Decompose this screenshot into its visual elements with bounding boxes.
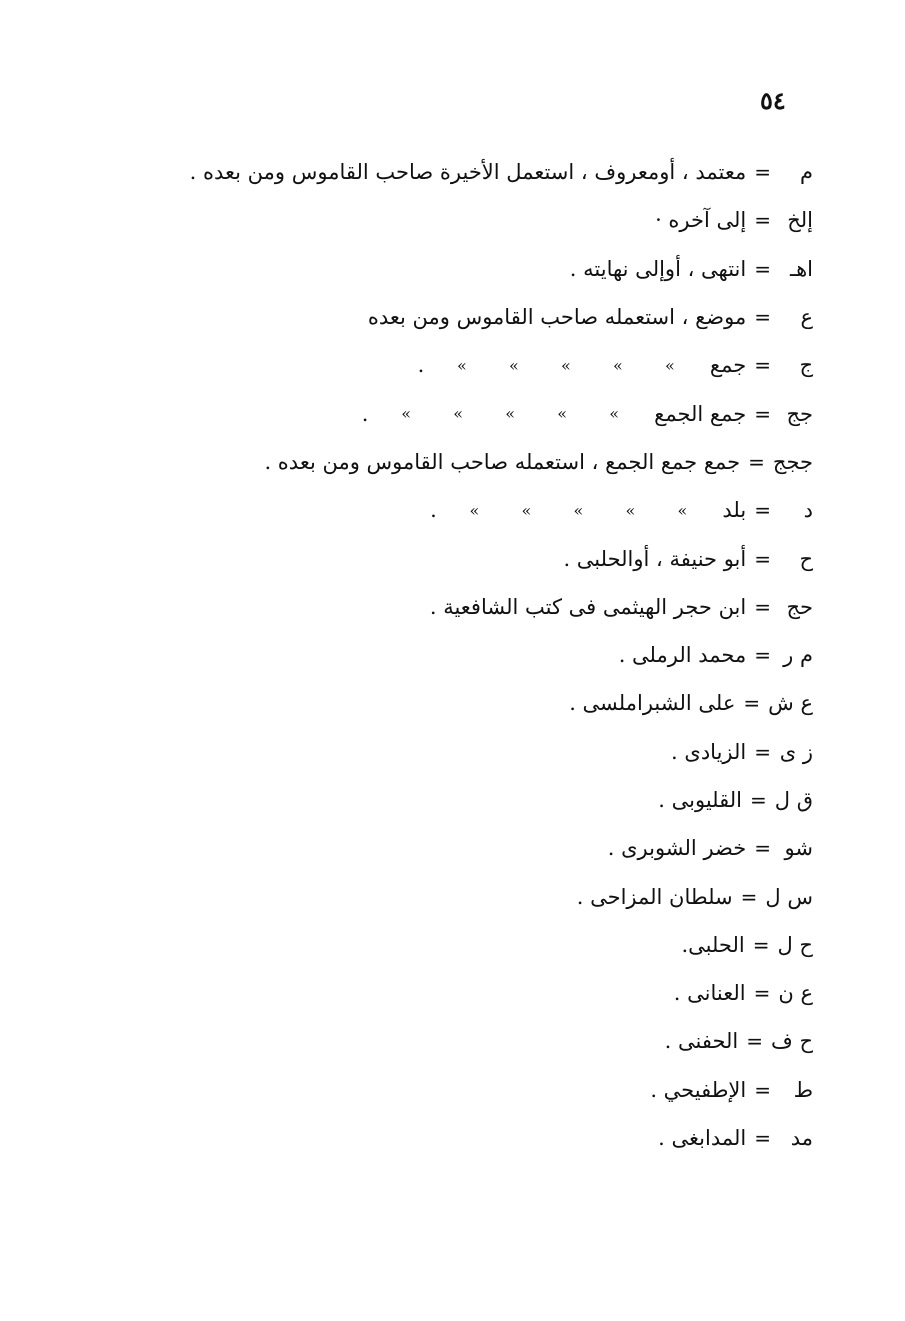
abbreviation-meaning: الحلبى.: [681, 932, 745, 957]
abbreviation-meaning: القليوبى .: [658, 788, 742, 812]
abbreviation-term: ج: [799, 353, 813, 378]
ditto-mark: »: [665, 355, 675, 375]
ditto-mark: »: [453, 404, 464, 424]
equals-sign: =: [743, 691, 761, 716]
abbreviation-term: ع ش: [768, 691, 813, 716]
abbreviation-entry: [173, 1066, 813, 1114]
abbreviation-meaning: المدابغى .: [658, 1126, 747, 1151]
abbreviation-meaning: على الشبراملسى .: [569, 691, 736, 716]
equals-sign: =: [752, 932, 770, 957]
abbreviation-term: ق ل: [774, 788, 813, 812]
abbreviation-entry: [173, 148, 813, 196]
ditto-mark: »: [509, 355, 519, 375]
abbreviation-entry: [173, 921, 813, 969]
abbreviation-term: د: [803, 498, 813, 523]
abbreviation-term: ح ل: [777, 932, 813, 957]
abbreviation-entry: [173, 583, 813, 631]
ditto-mark: »: [573, 500, 584, 520]
ditto-mark: »: [505, 404, 516, 424]
ditto-mark: »: [557, 404, 568, 424]
abbreviation-entry: [173, 872, 813, 920]
equals-sign: =: [754, 305, 771, 330]
ditto-mark: »: [677, 500, 688, 520]
ditto-mark: »: [609, 404, 620, 424]
abbreviation-meaning: الإطفيحي .: [650, 1077, 747, 1102]
equals-sign: =: [754, 353, 771, 378]
ditto-mark: »: [521, 500, 532, 520]
abbreviation-entry: [173, 389, 813, 437]
abbreviation-entry: [173, 486, 813, 534]
abbreviation-entry: [173, 534, 813, 582]
abbreviation-entry: [173, 776, 813, 824]
abbreviation-entry: [173, 728, 813, 776]
abbreviation-meaning: جمع الجمع: [654, 401, 747, 426]
abbreviation-meaning: ابن حجر الهيثمى فى كتب الشافعية .: [429, 594, 747, 619]
ditto-mark: »: [625, 500, 636, 520]
abbreviation-entry: [173, 438, 813, 486]
abbreviation-entry: [173, 341, 813, 389]
abbreviation-entry: [173, 1114, 813, 1162]
abbreviation-meaning: أبو حنيفة ، أوالحلبى .: [563, 546, 747, 571]
abbreviation-meaning: خضر الشوبرى .: [607, 836, 747, 861]
abbreviation-term: ط: [793, 1077, 813, 1102]
abbreviation-entry: [173, 245, 813, 293]
abbreviation-term: ز ى: [779, 739, 813, 764]
equals-sign: =: [754, 594, 771, 619]
abbreviation-term: ح: [799, 546, 813, 571]
ditto-marks: [406, 353, 710, 377]
equals-sign: =: [754, 401, 771, 426]
abbreviation-meaning: الزيادى .: [671, 739, 747, 764]
abbreviation-entry: [173, 969, 813, 1017]
equals-sign: =: [754, 1077, 771, 1102]
equals-sign: =: [748, 449, 765, 474]
abbreviation-meaning: جمع جمع الجمع ، استعمله صاحب القاموس ومن بعده .: [264, 449, 741, 474]
abbreviation-meaning: العنانى .: [673, 981, 746, 1006]
equals-sign: =: [750, 788, 767, 812]
abbreviation-meaning: إلى آخره ·: [655, 208, 747, 233]
abbreviation-term: حج: [786, 594, 813, 619]
equals-sign: =: [740, 884, 758, 909]
abbreviation-term: جج: [786, 401, 813, 426]
page-number: ٥٤: [760, 86, 786, 115]
equals-sign: =: [754, 160, 771, 185]
abbreviation-meaning: الحفنى .: [664, 1029, 739, 1054]
equals-sign: =: [746, 1029, 763, 1054]
abbreviation-entry: [173, 293, 813, 341]
ditto-marks: [350, 402, 654, 426]
abbreviation-meaning: معتمد ، أومعروف ، استعمل الأخيرة صاحب القاموس ومن بعده .: [189, 160, 747, 185]
abbreviation-meaning: انتهى ، أوإلى نهايته .: [569, 256, 747, 281]
ditto-mark: »: [561, 355, 571, 375]
equals-sign: =: [754, 208, 771, 233]
ditto-end-period: .: [430, 498, 437, 523]
abbreviation-entry: [173, 679, 813, 727]
abbreviation-term: ح ف: [771, 1029, 813, 1054]
abbreviation-entry: [173, 824, 813, 872]
abbreviation-meaning: سلطان المزاحى .: [576, 884, 733, 909]
equals-sign: =: [754, 546, 771, 571]
equals-sign: =: [754, 256, 771, 281]
abbreviation-list: [173, 148, 813, 1162]
equals-sign: =: [754, 498, 771, 523]
equals-sign: =: [754, 739, 771, 764]
ditto-end-period: .: [417, 353, 425, 378]
abbreviation-term: ع ن: [778, 981, 813, 1006]
abbreviation-meaning: بلد: [722, 498, 747, 523]
equals-sign: =: [753, 981, 771, 1006]
abbreviation-term: س ل: [765, 884, 813, 909]
ditto-mark: »: [401, 404, 412, 424]
abbreviation-entry: [173, 196, 813, 244]
abbreviation-term: ججج: [772, 449, 813, 474]
abbreviation-entry: [173, 1017, 813, 1065]
ditto-mark: »: [469, 500, 480, 520]
ditto-mark: »: [457, 355, 467, 375]
ditto-marks: [418, 498, 722, 522]
abbreviation-meaning: جمع: [709, 353, 747, 378]
abbreviation-meaning: محمد الرملى .: [618, 643, 747, 668]
abbreviation-term: م: [799, 160, 813, 185]
abbreviation-term: شو: [784, 836, 813, 861]
abbreviation-meaning: موضع ، استعمله صاحب القاموس ومن بعده: [367, 305, 747, 330]
abbreviation-term: إلخ: [787, 208, 813, 233]
abbreviation-term: مد: [790, 1126, 813, 1151]
abbreviation-term: اهـ: [789, 256, 813, 281]
equals-sign: =: [754, 1126, 771, 1151]
ditto-end-period: .: [361, 401, 369, 426]
ditto-mark: »: [613, 355, 623, 375]
abbreviation-entry: [173, 631, 813, 679]
abbreviation-term: ع: [800, 305, 813, 330]
abbreviation-term: م ر: [783, 643, 813, 668]
equals-sign: =: [754, 836, 771, 861]
equals-sign: =: [754, 643, 771, 668]
